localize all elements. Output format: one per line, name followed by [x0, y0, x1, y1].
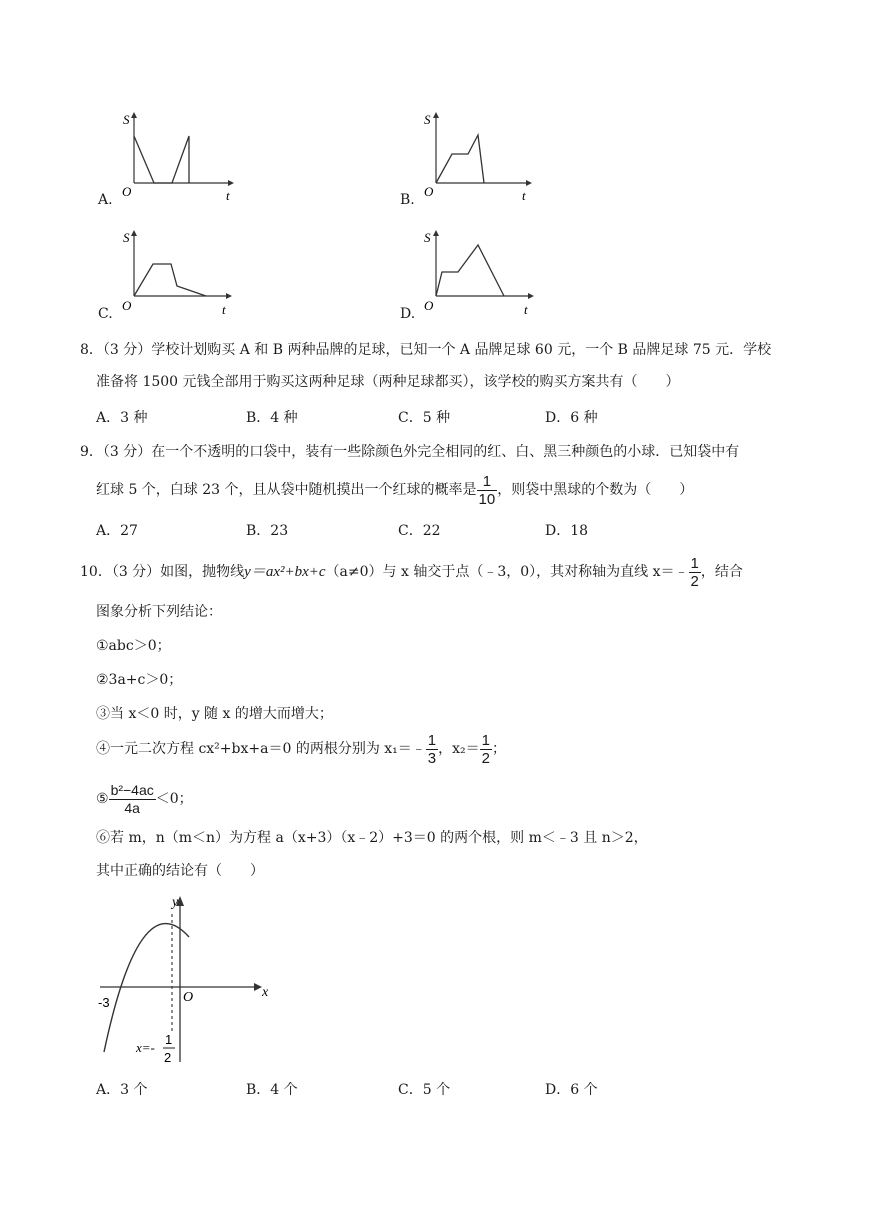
- origin-label: O: [183, 990, 194, 1005]
- option-letter: C.: [98, 306, 113, 322]
- axis-label-t: t: [522, 188, 526, 203]
- axis-eq-label: x=-: [136, 1040, 155, 1055]
- q10-option-a[interactable]: A．3 个: [96, 1082, 148, 1098]
- axis-label-s: S: [123, 230, 130, 245]
- graph-option-c[interactable]: [96, 226, 246, 326]
- q10-parabola-formula: y＝ax²+bx+c: [244, 564, 326, 580]
- q10-conclusion-5: [96, 778, 193, 820]
- q9-line1: 9．（3 分）在一个不透明的口袋中，装有一些除颜色外完全相同的红、白、黑三种颜色的小球．已知袋中有: [80, 444, 740, 460]
- q10-parabola-graph: [92, 892, 282, 1072]
- q10-conclusion-6: ⑥若 m，n（m＜n）为方程 a（x+3）（x﹣2）+3＝0 的两个根，则 m＜﹣3 且 n＞2，: [96, 830, 648, 846]
- q8-line1: 8．（3 分）学校计划购买 A 和 B 两种品牌的足球，已知一个 A 品牌足球 60 元，一个 B 品牌足球 75 元．学校: [80, 342, 772, 358]
- option-letter: B.: [400, 192, 415, 208]
- q10-line1-b: （a≠0）与 x 轴交于点（﹣3，0），其对称轴为直线 x＝﹣: [325, 564, 689, 580]
- q9-probability-fraction: [477, 473, 498, 508]
- graph-d-svg: [416, 226, 546, 321]
- q9-option-a[interactable]: A．27: [96, 523, 138, 539]
- q9-line2: [96, 470, 693, 510]
- fraction-numerator: 1: [690, 554, 699, 572]
- q8-option-c[interactable]: C．5 种: [398, 410, 451, 426]
- q10-conclusion-4: [96, 728, 506, 770]
- q8-line2: 准备将 1500 元钱全部用于购买这两种足球（两种足球都买），该学校的购买方案共有（ ）: [96, 374, 680, 390]
- q10-line1-c: ，结合: [700, 564, 743, 580]
- axis-label-s: S: [424, 230, 431, 245]
- origin-label: O: [122, 184, 132, 199]
- axis-label-t: t: [222, 302, 226, 317]
- graph-option-a[interactable]: [96, 108, 246, 208]
- origin-label: O: [122, 298, 132, 313]
- q10-option-d[interactable]: D．6 个: [545, 1082, 598, 1098]
- origin-label: O: [424, 298, 434, 313]
- graph-option-d[interactable]: [398, 226, 548, 326]
- axis-frac-num: 1: [165, 1032, 173, 1047]
- q10-c4-mid: ，x₂＝: [438, 741, 480, 757]
- q10-option-c[interactable]: C．5 个: [398, 1082, 451, 1098]
- root-label: -3: [98, 995, 110, 1010]
- q8-option-b[interactable]: B．4 种: [246, 410, 298, 426]
- q10-c4-fraction-2: [480, 732, 492, 767]
- fraction-denominator: 2: [690, 572, 699, 590]
- fraction-numerator: b²−4ac: [110, 781, 154, 798]
- parabola-curve: [104, 924, 189, 1052]
- graph-c-svg: [116, 226, 246, 321]
- q10-line1: [80, 552, 743, 592]
- fraction-numerator: 1: [427, 731, 437, 749]
- fraction-numerator: 1: [477, 473, 498, 491]
- graph-option-b[interactable]: [398, 108, 548, 208]
- fraction-denominator: 3: [427, 749, 437, 767]
- y-label: y: [172, 895, 179, 910]
- q10-option-b[interactable]: B．4 个: [246, 1082, 298, 1098]
- q9-option-c[interactable]: C．22: [398, 523, 441, 539]
- q10-c5-pre: ⑤: [96, 791, 109, 807]
- fraction-numerator: 1: [481, 731, 490, 749]
- q10-c4-pre: ④一元二次方程 cx²+bx+a＝0 的两根分别为 x₁＝﹣: [96, 741, 426, 757]
- origin-label: O: [424, 184, 434, 199]
- q9-option-d[interactable]: D．18: [545, 523, 589, 539]
- q9-option-b[interactable]: B．23: [246, 523, 289, 539]
- axis-label-t: t: [524, 302, 528, 317]
- q10-conclusion-2: ②3a+c＞0；: [96, 672, 183, 688]
- x-label: x: [262, 985, 269, 1000]
- graph-b-svg: [416, 108, 546, 203]
- q8-option-a[interactable]: A．3 种: [96, 410, 148, 426]
- fraction-denominator: 10: [478, 490, 496, 508]
- q10-conclusion-1: ①abc＞0；: [96, 638, 171, 654]
- x-axis-arrow: [254, 983, 262, 991]
- q9-line2-post: ，则袋中黑球的个数为（ ）: [497, 482, 694, 498]
- axis-label-s: S: [424, 112, 431, 127]
- q10-conclusion-prompt: 其中正确的结论有（ ）: [96, 863, 264, 879]
- graph-a-svg: [116, 108, 246, 203]
- q10-c4-fraction-1: [426, 732, 438, 767]
- q10-axis-fraction: [689, 555, 701, 590]
- q10-conclusion-3: ③当 x＜0 时，y 随 x 的增大而增大；: [96, 706, 333, 722]
- fraction-denominator: 2: [481, 749, 490, 767]
- axis-frac-den: 2: [164, 1050, 172, 1065]
- q10-c5-fraction: [109, 782, 156, 817]
- q9-line2-pre: 红球 5 个，白球 23 个，且从袋中随机摸出一个红球的概率是: [96, 482, 477, 498]
- fraction-denominator: 4a: [124, 799, 140, 816]
- q10-c5-post: ＜0；: [155, 791, 193, 807]
- q10-line1-a: 10．（3 分）如图，抛物线: [80, 564, 245, 580]
- axis-label-s: S: [123, 112, 130, 127]
- option-letter: A.: [98, 192, 113, 208]
- q8-option-d[interactable]: D．6 种: [545, 410, 598, 426]
- axis-label-t: t: [226, 188, 230, 203]
- option-letter: D.: [400, 306, 416, 322]
- q10-c4-post: ；: [491, 741, 506, 757]
- q10-line2: 图象分析下列结论：: [96, 604, 222, 620]
